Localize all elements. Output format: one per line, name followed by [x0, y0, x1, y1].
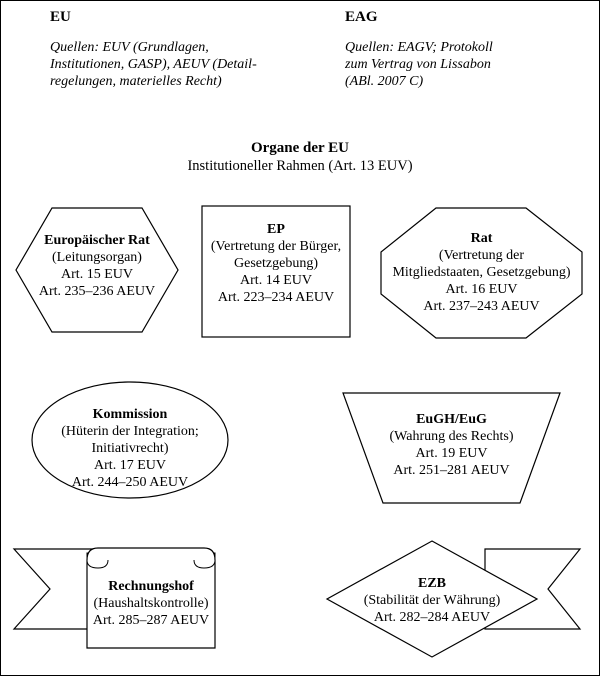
- court-article-2: Art. 251–281 AEUV: [393, 463, 510, 478]
- european-council-article-2: Art. 235–236 AEUV: [38, 284, 156, 299]
- eu-title: EU: [50, 9, 71, 25]
- eag-title: EAG: [345, 9, 378, 25]
- organe-subtitle: Institutioneller Rahmen (Art. 13 EUV): [187, 158, 413, 174]
- parliament-article-1: Art. 14 EUV: [240, 273, 312, 288]
- ecb: [327, 575, 537, 626]
- european-council-article-1: Art. 15 EUV: [61, 267, 133, 282]
- commission-article-2: Art. 244–250 AEUV: [71, 475, 189, 490]
- eag-sources-line-1: Quellen: EAGV; Protokoll: [345, 40, 493, 55]
- eag-sources-line-3: (ABl. 2007 C): [345, 74, 424, 89]
- commission-role-2: Initiativrecht): [91, 441, 169, 456]
- council-article-1: Art. 16 EUV: [445, 282, 518, 297]
- court-of-auditors-article: Art. 285–287 AEUV: [92, 613, 210, 628]
- european-council-role: (Leitungsorgan): [52, 250, 142, 265]
- parliament: [202, 221, 350, 306]
- court-of-auditors-role: (Haushaltskontrolle): [93, 596, 209, 611]
- council-role-1: (Vertretung der: [438, 248, 525, 263]
- court-name: EuGH/EuG: [416, 412, 487, 427]
- council-article-2: Art. 237–243 AEUV: [423, 299, 540, 314]
- commission: [32, 406, 228, 491]
- court-of-justice: [343, 411, 560, 479]
- commission-article-1: Art. 17 EUV: [94, 458, 166, 473]
- court-role: (Wahrung des Rechts): [389, 429, 514, 444]
- eu-sources-line-1: Quellen: EUV (Grundlagen,: [50, 40, 209, 55]
- council-name: Rat: [470, 231, 493, 246]
- parliament-role-1: (Vertretung der Bürger,: [210, 239, 342, 254]
- ecb-article: Art. 282–284 AEUV: [373, 610, 491, 625]
- council-role-2: Mitgliedstaaten, Gesetzgebung): [392, 265, 571, 280]
- organe-title: Organe der EU: [250, 140, 350, 156]
- european-council: [16, 232, 178, 300]
- parliament-role-2: Gesetzgebung): [234, 256, 318, 271]
- eu-sources-line-2: Institutionen, GASP), AEUV (Detail-: [50, 57, 257, 72]
- eu-sources-line-3: regelungen, materielles Recht): [50, 74, 222, 89]
- council: [381, 230, 582, 315]
- ecb-role: (Stabilität der Währung): [363, 593, 501, 608]
- commission-role-1: (Hüterin der Integration;: [61, 424, 199, 439]
- european-council-name: Europäischer Rat: [44, 233, 150, 248]
- commission-name: Kommission: [92, 407, 168, 422]
- court-of-auditors: [87, 578, 215, 629]
- court-of-auditors-name: Rechnungshof: [108, 579, 194, 594]
- court-article-1: Art. 19 EUV: [415, 446, 488, 461]
- eag-sources-line-2: zum Vertrag von Lissabon: [345, 57, 491, 72]
- parliament-article-2: Art. 223–234 AEUV: [217, 290, 335, 305]
- ecb-name: EZB: [417, 576, 446, 591]
- parliament-name: EP: [267, 222, 285, 237]
